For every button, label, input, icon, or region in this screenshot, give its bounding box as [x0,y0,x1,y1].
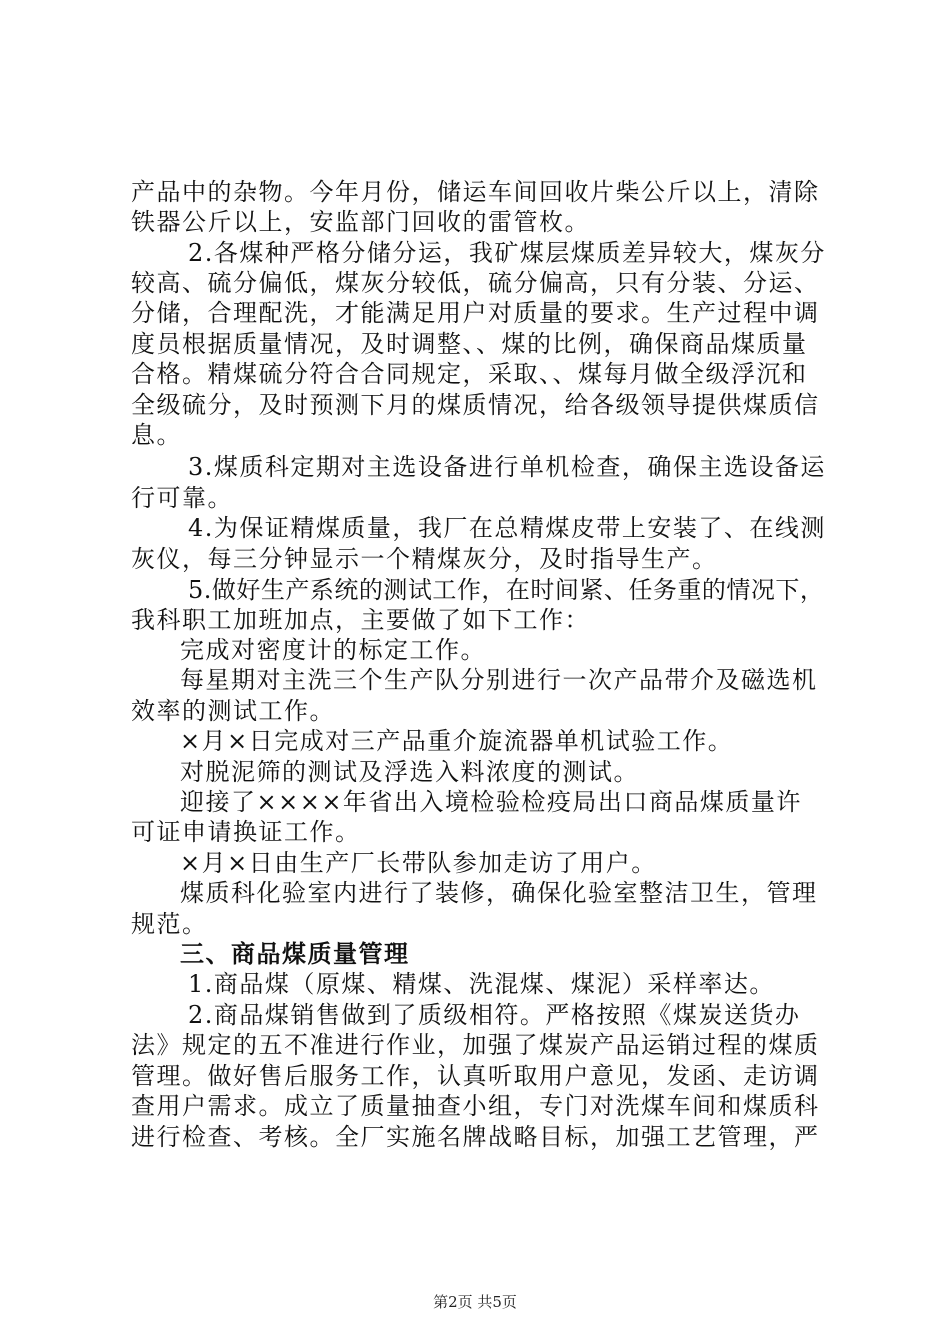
paragraph-line: 5.做好生产系统的测试工作，在时间紧、任务重的情况下， [188,576,825,604]
paragraph-line: 合格。精煤硫分符合合同规定，采取、、煤每月做全级浮沉和 [131,360,808,388]
paragraph-line: 度员根据质量情况，及时调整、、煤的比例，确保商品煤质量 [131,330,808,358]
paragraph-line: 息。 [131,421,182,449]
paragraph-line: 4.为保证精煤质量，我厂在总精煤皮带上安装了、在线测 [188,514,826,542]
paragraph-line: 我科职工加班加点，主要做了如下工作： [131,606,590,634]
paragraph-line: ×月×日完成对三产品重介旋流器单机试验工作。 [180,727,734,755]
section-heading: 三、商品煤质量管理 [180,940,410,968]
paragraph-line: 产品中的杂物。今年月份，储运车间回收片柴公斤以上，清除 [131,178,820,206]
paragraph-line: 分储，合理配洗，才能满足用户对质量的要求。生产过程中调 [131,299,820,327]
paragraph-line: 法》规定的五不准进行作业，加强了煤炭产品运销过程的煤质 [131,1031,820,1059]
paragraph-line: 煤质科化验室内进行了装修，确保化验室整洁卫生，管理 [180,879,818,907]
paragraph-line: 3.煤质科定期对主选设备进行单机检查，确保主选设备运 [188,453,826,481]
paragraph-line: 完成对密度计的标定工作。 [180,636,486,664]
paragraph-line: 对脱泥筛的测试及浮选入料浓度的测试。 [180,758,639,786]
paragraph-line: 可证申请换证工作。 [131,818,361,846]
paragraph-line: 全级硫分，及时预测下月的煤质情况，给各级领导提供煤质信 [131,391,820,419]
paragraph-line: 2.商品煤销售做到了质级相符。严格按照《煤炭送货办 [188,1001,801,1029]
paragraph-line: 查用户需求。成立了质量抽查小组，专门对洗煤车间和煤质科 [131,1092,820,1120]
paragraph-line: 效率的测试工作。 [131,697,335,725]
page-number-footer: 第2页 共5页 [433,1293,517,1311]
paragraph-line: 管理。做好售后服务工作，认真听取用户意见，发函、走访调 [131,1062,820,1090]
paragraph-line: 1.商品煤（原煤、精煤、洗混煤、煤泥）采样率达。 [188,970,775,998]
paragraph-line: ×月×日由生产厂长带队参加走访了用户。 [180,849,657,877]
paragraph-line: 每星期对主洗三个生产队分别进行一次产品带介及磁选机 [180,666,818,694]
paragraph-line: 较高、硫分偏低，煤灰分较低，硫分偏高，只有分装、分运、 [131,269,820,297]
paragraph-line: 进行检查、考核。全厂实施名牌战略目标，加强工艺管理，严 [131,1123,820,1151]
paragraph-line: 2.各煤种严格分储分运，我矿煤层煤质差异较大，煤灰分 [188,239,826,267]
paragraph-line: 行可靠。 [131,484,233,512]
paragraph-line: 灰仪，每三分钟显示一个精煤灰分，及时指导生产。 [131,545,718,573]
paragraph-line: 铁器公斤以上，安监部门回收的雷管枚。 [131,208,590,236]
paragraph-line: 迎接了××××年省出入境检验检疫局出口商品煤质量许 [180,788,802,816]
paragraph-line: 规范。 [131,910,208,938]
